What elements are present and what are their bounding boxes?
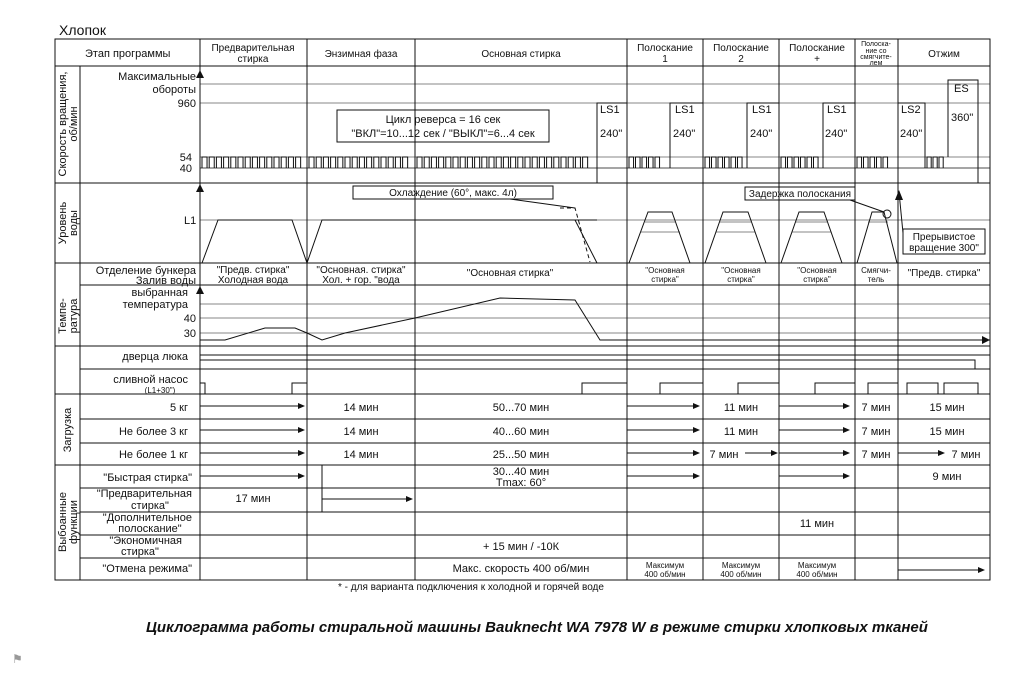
load-row-2-soft: 7 мин — [861, 426, 891, 438]
bunker-entry-2-l1: "Основная. стирка" — [316, 265, 406, 276]
arrow-head — [693, 450, 700, 456]
phase-softener-l1: Полоска- — [861, 41, 891, 48]
tumble-pulse-group — [202, 157, 301, 168]
load-row-3-soft: 7 мин — [861, 449, 891, 461]
arrow-head — [298, 403, 305, 409]
section-water-l2: воды — [68, 210, 80, 236]
speed-section — [118, 70, 990, 183]
fn-cancel-r3-l1: Максимум — [797, 561, 837, 570]
load-row-2-label: Не более 3 кг — [118, 426, 188, 438]
arrow-head — [843, 403, 850, 409]
phase-rinse2-l1: Полоскание — [713, 43, 769, 54]
section-water-l1: Уровень — [57, 201, 69, 245]
arrow-head — [693, 403, 700, 409]
intermittent-l1: Прерывистое — [912, 232, 976, 243]
load-row-3-rinse2: 7 мин — [709, 449, 739, 461]
spin-label-1-top: LS1 — [600, 104, 620, 116]
pump-note: (L1+30") — [144, 386, 176, 395]
phase-spin: Отжим — [928, 49, 960, 60]
load-row-1-soft: 7 мин — [861, 402, 891, 414]
bunker-entry-8: "Предв. стирка" — [907, 268, 981, 279]
speed-max-l1: Максимальные — [118, 71, 196, 83]
fn-cancel-r1-l2: 400 об/мин — [644, 570, 686, 579]
reverse-cycle-l2: "ВКЛ"=10...12 сек / "ВЫКЛ"=6...4 сек — [351, 128, 535, 140]
spin-label-5-bottom: 240" — [900, 128, 923, 140]
load-row-1-main: 50...70 мин — [492, 402, 550, 414]
diagram-caption: Циклограмма работы стиральной машины Bauknecht WA 7978 W в режиме стирки хлопковых тканей — [146, 619, 928, 636]
header-phases — [211, 41, 960, 67]
bunker-entry-4-l2: стирка" — [651, 275, 679, 284]
phase-softener-l3: смягчите- — [860, 54, 892, 61]
door-label: дверца люка — [122, 351, 188, 363]
load-row-3-enzyme: 14 мин — [343, 449, 379, 461]
door-pump-rows — [113, 351, 990, 395]
spin-label-1-bottom: 240" — [600, 128, 623, 140]
spin-label-3-bottom: 240" — [750, 128, 773, 140]
bunker-entry-6-l2: стирка" — [803, 275, 831, 284]
fn-quick-label: "Быстрая стирка" — [103, 472, 192, 484]
section-speed-l1: Скорость вращения, — [57, 71, 69, 177]
table-frame — [55, 39, 990, 580]
section-temp-l2: ратура — [68, 298, 80, 334]
bunker-entry-1-l2: Холодная вода — [217, 275, 289, 286]
spin-label-3-top: LS1 — [752, 104, 772, 116]
phase-rinse1-l1: Полоскание — [637, 43, 693, 54]
speed-tick-54: 54 — [179, 152, 192, 164]
arrow-head — [693, 427, 700, 433]
tumble-pulse-group — [927, 157, 943, 168]
load-section — [119, 402, 981, 461]
tumble-pulse-group — [781, 157, 818, 168]
water-section — [184, 184, 985, 263]
rinse-delay-label: Задержка полоскания — [748, 189, 852, 200]
bunker-entry-2-l2: Хол. + гор. "вода — [322, 275, 400, 286]
bunker-row — [96, 265, 981, 287]
load-row-1-spin: 15 мин — [929, 402, 965, 414]
fn-eco-l1: "Экономичная — [109, 535, 182, 547]
arrow-head — [843, 427, 850, 433]
temp-selected-l2: температура — [122, 299, 188, 311]
phase-rinse-plus-l2: + — [814, 54, 820, 65]
temp-tick-30: 30 — [183, 328, 196, 340]
speed-tick-960: 960 — [177, 98, 196, 110]
bunker-entry-6-l1: "Основная — [797, 266, 837, 275]
fn-extra-rinse-time: 11 мин — [799, 518, 835, 530]
tumble-pulses — [200, 157, 990, 168]
fn-eco-l2: стирка" — [121, 546, 159, 558]
arrow-head — [298, 473, 305, 479]
bunker-entry-5-l2: стирка" — [727, 275, 755, 284]
fn-cancel-label: "Отмена режима" — [102, 563, 192, 575]
phase-softener-l2: ние со — [865, 48, 887, 55]
tumble-pulse-group — [417, 157, 588, 168]
fn-quick-main-l1: 30...40 мин — [492, 466, 550, 478]
header-stage-label: Этап программы — [85, 48, 171, 60]
arrow-head — [843, 473, 850, 479]
speed-tick-40: 40 — [179, 163, 192, 175]
function-arrows — [200, 465, 985, 573]
bunker-entry-3: "Основная стирка" — [466, 268, 554, 279]
load-row-1-enzyme: 14 мин — [343, 402, 379, 414]
tumble-pulse-group — [857, 157, 888, 168]
temp-selected-l1: выбранная — [131, 287, 188, 299]
section-temp-l1: Темпе- — [57, 298, 69, 334]
fn-prewash-l2: стирка" — [131, 500, 169, 512]
section-functions-l1: Выбоанные — [57, 492, 69, 552]
bookmark-icon[interactable]: ⚑ — [12, 652, 23, 666]
fn-cancel-r1-l1: Максимум — [645, 561, 685, 570]
footnote: * - для варианта подключения к холодной и горячей воде — [338, 582, 604, 593]
spin-es-time: 360" — [951, 112, 974, 124]
section-labels — [57, 72, 80, 552]
phase-rinse2-l2: 2 — [738, 54, 744, 65]
fn-cancel-r2-l1: Максимум — [721, 561, 761, 570]
load-row-2-spin: 15 мин — [929, 426, 965, 438]
section-speed-l2: об/мин — [68, 106, 80, 142]
phase-prewash-l2: стирка — [237, 54, 269, 65]
program-title: Хлопок — [59, 22, 106, 38]
fn-extra-rinse-l1: "Дополнительное — [102, 512, 192, 524]
phase-main-wash: Основная стирка — [481, 49, 561, 60]
bunker-entry-4-l1: "Основная — [645, 266, 685, 275]
section-load: Загрузка — [62, 407, 74, 453]
phase-rinse1-l2: 1 — [662, 54, 668, 65]
spin-es-label: ES — [954, 83, 969, 95]
load-row-3-main: 25...50 мин — [492, 449, 550, 461]
pump-label: сливной насос — [113, 374, 188, 386]
arrow-head — [771, 450, 778, 456]
temp-tick-40: 40 — [183, 313, 196, 325]
intermittent-l2: вращение 300" — [909, 243, 979, 254]
tumble-pulse-group — [629, 157, 660, 168]
cooling-callout: Охлаждение (60°, макс. 4л) — [389, 188, 517, 199]
bunker-entry-7-l2: тель — [867, 275, 885, 284]
fn-eco-time: + 15 мин / -10К — [482, 541, 560, 553]
bunker-entry-7-l1: Смягчи- — [861, 266, 891, 275]
arrow-head — [843, 450, 850, 456]
phase-prewash-l1: Предварительная — [211, 43, 295, 54]
temperature-section — [123, 286, 990, 346]
load-row-3-spin: 7 мин — [951, 449, 981, 461]
fn-cancel-r2-l2: 400 об/мин — [720, 570, 762, 579]
bunker-entry-5-l1: "Основная — [721, 266, 761, 275]
phase-softener-l4: лем — [869, 60, 883, 67]
functions-section — [97, 465, 985, 579]
bunker-label-l1: Отделение бункера — [95, 265, 196, 277]
load-row-2-enzyme: 14 мин — [343, 426, 379, 438]
fn-quick-main-l2: Tmax: 60° — [495, 477, 547, 489]
speed-max-l2: обороты — [152, 84, 196, 96]
arrow-head — [938, 450, 945, 456]
fn-prewash-time: 17 мин — [235, 493, 271, 505]
fn-quick-spin: 9 мин — [932, 471, 962, 483]
spin-label-2-top: LS1 — [675, 104, 695, 116]
arrow-head — [298, 450, 305, 456]
load-arrows — [200, 403, 945, 456]
reverse-cycle-l1: Цикл реверса = 16 сек — [385, 114, 501, 126]
bunker-label-l2: Залив воды — [135, 275, 196, 287]
spin-label-2-bottom: 240" — [673, 128, 696, 140]
bunker-entry-1-l1: "Предв. стирка" — [216, 265, 290, 276]
load-row-1-rinse2: 11 мин — [723, 402, 759, 414]
spin-label-5-top: LS2 — [901, 104, 921, 116]
section-functions-l2: функции — [68, 500, 80, 544]
arrow-head — [298, 427, 305, 433]
load-row-3-label: Не более 1 кг — [118, 449, 188, 461]
arrow-head — [406, 496, 413, 502]
fn-extra-rinse-l2: полоскание" — [118, 523, 182, 535]
arrow-head — [693, 473, 700, 479]
fn-prewash-l1: "Предварительная — [96, 488, 192, 500]
load-row-2-rinse2: 11 мин — [723, 426, 759, 438]
spin-label-4-top: LS1 — [827, 104, 847, 116]
tumble-pulse-group — [705, 157, 742, 168]
fn-cancel-main: Макс. скорость 400 об/мин — [452, 563, 590, 575]
phase-enzyme: Энзимная фаза — [324, 49, 398, 60]
water-level-l1: L1 — [184, 215, 197, 227]
spin-label-4-bottom: 240" — [825, 128, 848, 140]
arrow-head — [978, 567, 985, 573]
speed-axis-arrow — [196, 70, 204, 78]
phase-rinse-plus-l1: Полоскание — [789, 43, 845, 54]
fn-cancel-r3-l2: 400 об/мин — [796, 570, 838, 579]
load-row-2-main: 40...60 мин — [492, 426, 550, 438]
load-row-1-label: 5 кг — [170, 402, 188, 414]
tumble-pulse-group — [309, 157, 408, 168]
